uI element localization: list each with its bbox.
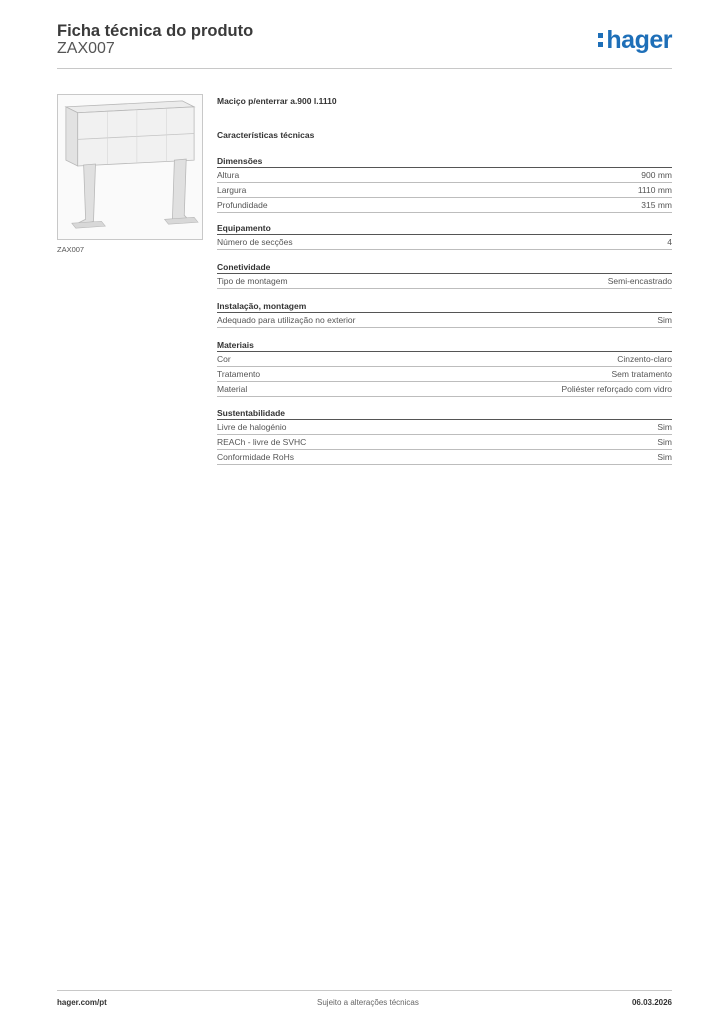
section-equipment <box>217 222 672 250</box>
spec-row <box>217 352 672 367</box>
spec-row <box>217 235 672 250</box>
spec-label: Livre de halogénio <box>217 422 287 432</box>
spec-row <box>217 274 672 289</box>
spec-label: Material <box>217 384 248 394</box>
spec-label: Tipo de montagem <box>217 276 288 286</box>
logo-text: hager <box>606 26 672 54</box>
section-title: Instalação, montagem <box>217 300 672 313</box>
hager-logo <box>598 26 672 55</box>
header-divider <box>57 68 672 69</box>
page-header <box>57 20 672 70</box>
spec-value: Poliéster reforçado com vidro <box>561 384 672 394</box>
spec-value: 900 mm <box>641 170 672 180</box>
spec-value: Sim <box>657 437 672 447</box>
section-title: Sustentabilidade <box>217 407 672 420</box>
spec-value: 1110 mm <box>637 185 672 195</box>
footer-divider <box>57 990 672 991</box>
spec-value: 4 <box>667 237 672 247</box>
section-title: Conetividade <box>217 261 672 274</box>
spec-row <box>217 420 672 435</box>
section-dimensions <box>217 155 672 213</box>
spec-row <box>217 198 672 213</box>
spec-label: Tratamento <box>217 369 261 379</box>
spec-row <box>217 435 672 450</box>
product-image <box>57 94 203 240</box>
spec-value: Sem tratamento <box>611 369 672 379</box>
spec-label: Adequado para utilização no exterior <box>217 315 356 325</box>
spec-label: Conformidade RoHs <box>217 452 295 462</box>
section-materials <box>217 339 672 397</box>
logo-dots-icon <box>598 33 604 51</box>
spec-value: Semi-encastrado <box>607 276 672 286</box>
footer-date: 06.03.2026 <box>631 998 672 1007</box>
spec-label: Cor <box>217 354 231 364</box>
section-installation <box>217 300 672 328</box>
spec-row <box>217 450 672 465</box>
footer-notice: Sujeito a alterações técnicas <box>317 998 419 1007</box>
image-caption: ZAX007 <box>57 245 85 254</box>
spec-row <box>217 183 672 198</box>
spec-value: 315 mm <box>641 200 672 210</box>
section-sustainability <box>217 407 672 465</box>
footer-website-link[interactable]: hager.com/pt <box>57 998 107 1007</box>
spec-value: Sim <box>657 452 672 462</box>
enclosure-base-illustration <box>58 95 202 239</box>
section-title: Materiais <box>217 339 672 352</box>
spec-row <box>217 367 672 382</box>
spec-label: Profundidade <box>217 200 268 210</box>
document-title: Ficha técnica do produto <box>57 22 254 40</box>
spec-row <box>217 382 672 397</box>
section-title: Dimensões <box>217 155 672 168</box>
product-code: ZAX007 <box>57 40 115 57</box>
spec-value: Cinzento-claro <box>617 354 672 364</box>
spec-value: Sim <box>657 422 672 432</box>
technical-characteristics-heading: Características técnicas <box>217 130 315 140</box>
spec-label: Número de secções <box>217 237 293 247</box>
spec-row <box>217 168 672 183</box>
spec-label: Altura <box>217 170 240 180</box>
spec-label: Largura <box>217 185 247 195</box>
section-connectivity <box>217 261 672 289</box>
section-title: Equipamento <box>217 222 672 235</box>
product-name: Maciço p/enterrar a.900 l.1110 <box>217 96 337 106</box>
spec-value: Sim <box>657 315 672 325</box>
spec-row <box>217 313 672 328</box>
spec-label: REACh - livre de SVHC <box>217 437 307 447</box>
